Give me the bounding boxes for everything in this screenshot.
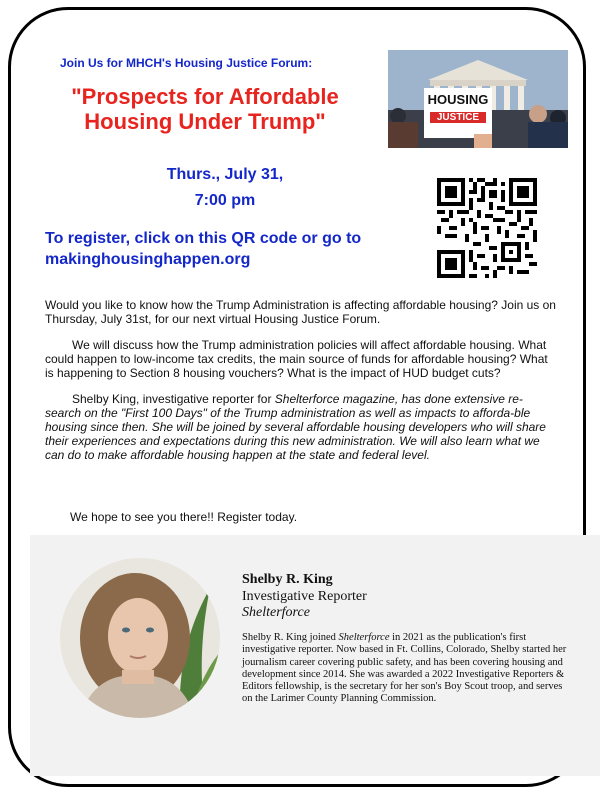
event-time-line: 7:00 pm — [194, 192, 256, 209]
bio-lead: Shelby R. King joined — [242, 632, 339, 643]
event-description — [45, 298, 557, 474]
event-date-line: Thurs., July 31, — [166, 166, 284, 183]
paragraph-3-italic: Shelterforce magazine, has done extensive re-search on the "First 100 Days" of the Trump administration as well as impacts to afforda-ble housing since then. She will be joined by several affordable housing developers who will share their experiences and expectations during this new administration. We will also learn what we can do to make affordable housing happen at the state and federal level. — [45, 392, 546, 462]
housing-justice-photo — [388, 50, 568, 148]
sign-word-justice: JUSTICE — [430, 112, 486, 123]
speaker-portrait — [60, 558, 220, 718]
closing-line: We hope to see you there!! Register today. — [70, 510, 298, 524]
paragraph-3-lead: Shelby King, investigative reporter for — [72, 392, 275, 406]
bio-org-italic: Shelterforce — [338, 632, 390, 643]
register-instructions — [45, 228, 405, 270]
bio-rest: in 2021 as the publication's first investigative reporter. Now based in Ft. Collins, Colorado, Shelby started her journalism career covering public safety, and has been covering housing and development since 2014. She was awarded a 2022 Investigative Reporters & Editors fellowship, is the secretary for her son's Boy Scout troop, and serves on the Larimer County Planning Commission. — [242, 632, 567, 705]
description-paragraph-1: Would you like to know how the Trump Administration is affecting affordable housing? Join us on Thursday, July 31st, for our next virtual Housing Justice Forum. — [45, 298, 556, 326]
description-paragraph-2: We will discuss how the Trump administration policies will affect affordable housing. What could happen to low-income tax credits, the main source of funds for affordable housing? What is happening to Section 8 housing vouchers? What is the impact of HUD budget cuts? — [45, 338, 548, 380]
event-date — [130, 162, 320, 214]
speaker-role: Investigative Reporter — [242, 589, 367, 604]
speaker-organization: Shelterforce — [242, 605, 310, 620]
description-paragraph-3 — [45, 392, 557, 462]
speaker-bio — [242, 632, 570, 706]
intro-heading: Join Us for MHCH's Housing Justice Forum: — [60, 56, 313, 70]
qr-code-icon — [437, 178, 537, 278]
sign-word-housing: HOUSING — [427, 92, 489, 107]
register-link[interactable]: makinghousinghappen.org — [45, 251, 251, 268]
registration-qr-code[interactable] — [437, 178, 537, 278]
event-title: "Prospects for Affordable Housing Under Trump" — [71, 84, 339, 134]
portrait-photo-icon — [60, 558, 220, 718]
speaker-name: Shelby R. King — [242, 572, 333, 587]
register-text: To register, click on this QR code or go to — [45, 230, 362, 247]
